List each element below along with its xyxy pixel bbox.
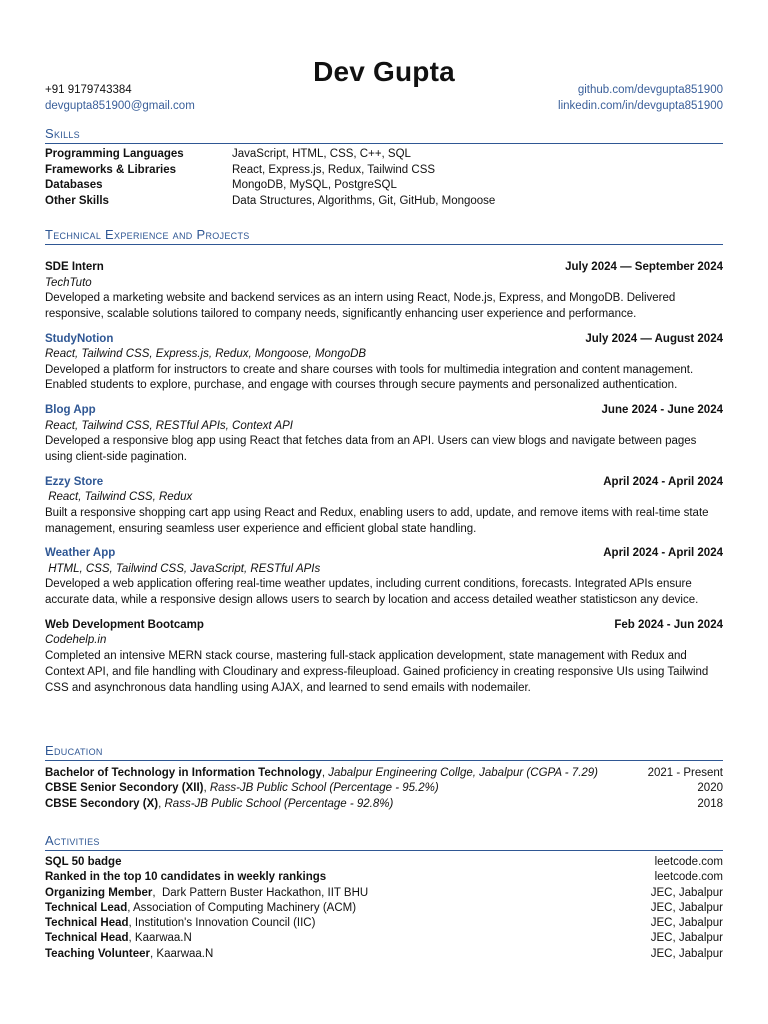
activity-location: JEC, Jabalpur <box>650 932 723 945</box>
activity-row <box>45 947 723 962</box>
project-entry <box>45 332 723 395</box>
activity-row <box>45 870 723 885</box>
skill-row <box>45 178 723 194</box>
entry-description: Developed a marketing website and backend services as an intern using React, Node.js, Express, and MongoDB. Delivered responsive, scalable solutions tailored to company needs, significantly enhancing user experience and performance. <box>45 292 676 320</box>
activity-title: Ranked in the top 10 candidates in weekly rankings <box>45 871 327 884</box>
activity-location: JEC, Jabalpur <box>650 947 723 960</box>
activities-section <box>45 833 723 962</box>
skill-key: Frameworks & Libraries <box>45 163 177 176</box>
entry-title: SDE Intern <box>45 261 104 273</box>
entry-subtitle: HTML, CSS, Tailwind CSS, JavaScript, RESTful APIs <box>45 562 321 575</box>
entry-description: Completed an intensive MERN stack course, mastering full-stack application development, state management with Redux and Context API, and file handling with Cloudinary and express-fileupload. Gained proficiency in creating responsive UIs using Tailwind CSS and asynchronous data handling using AJAX, and learned to send emails with nodemailer. <box>45 649 709 694</box>
activity-row <box>45 886 723 901</box>
skill-value: JavaScript, HTML, CSS, C++, SQL <box>232 148 411 160</box>
degree: CBSE Secondory (X) <box>45 797 159 810</box>
education-row: CBSE Senior Secondory (XII), Rass-JB Public School (Percentage - 95.2%) 2020 <box>45 781 723 796</box>
github-link[interactable]: github.com/devgupta851900 <box>577 84 723 96</box>
experience-section <box>45 227 723 696</box>
linkedin-link[interactable]: linkedin.com/in/devgupta851900 <box>558 99 723 112</box>
activity-row <box>45 901 723 916</box>
entry-date: Feb 2024 - Jun 2024 <box>614 618 723 631</box>
skill-value: Data Structures, Algorithms, Git, GitHub, Mongoose <box>232 194 496 207</box>
activity-row <box>45 916 723 931</box>
skill-row <box>45 147 723 163</box>
project-title-link[interactable]: Ezzy Store <box>45 475 104 488</box>
candidate-name: Dev Gupta <box>313 56 455 87</box>
activity-title: Technical Lead <box>45 901 128 914</box>
institution: Rass-JB Public School (Percentage - 92.8%) <box>164 797 394 810</box>
activity-location: leetcode.com <box>654 871 723 884</box>
entry-date: July 2024 — September 2024 <box>565 261 723 273</box>
experience-entry <box>45 260 723 323</box>
entry-date: April 2024 - April 2024 <box>603 547 723 560</box>
activity-row <box>45 931 723 946</box>
education-year: 2020 <box>697 782 723 795</box>
project-entry <box>45 546 723 609</box>
phone-number: +91 9179743384 <box>45 84 132 96</box>
skill-key: Programming Languages <box>45 148 184 160</box>
activity-detail: , Kaarwaa.N <box>150 947 214 960</box>
entry-description: Developed a responsive blog app using React that fetches data from an API. Users can view blogs and navigate between pages using client-side pagination. <box>45 435 697 463</box>
activity-title: Teaching Volunteer <box>45 947 151 960</box>
activity-detail: , Dark Pattern Buster Hackathon, IIT BHU <box>152 886 369 899</box>
education-row: CBSE Secondory (X), Rass-JB Public School (Percentage - 92.8%) 2018 <box>45 797 723 812</box>
entry-title: Web Development Bootcamp <box>45 618 204 631</box>
activity-location: JEC, Jabalpur <box>650 901 723 914</box>
entry-date: June 2024 - June 2024 <box>601 404 723 417</box>
skills-section <box>45 126 723 209</box>
entry-description: Developed a platform for instructors to create and share courses with tools for multimedia integration and content management. Enabled students to explore, purchase, and engage with courses through secure payments and personalized authentication. <box>45 363 694 392</box>
skill-key: Databases <box>45 179 103 191</box>
skill-row <box>45 194 723 210</box>
education-section <box>45 743 723 812</box>
activity-title: Technical Head <box>45 917 129 930</box>
degree: CBSE Senior Secondory (XII) <box>45 782 204 795</box>
skill-key: Other Skills <box>45 194 109 207</box>
education-year: 2021 - Present <box>647 767 723 779</box>
degree: Bachelor of Technology in Information Technology <box>45 767 322 779</box>
activity-detail: , Association of Computing Machinery (ACM) <box>127 901 357 914</box>
entry-subtitle: TechTuto <box>45 276 92 289</box>
activity-title: SQL 50 badge <box>45 856 122 868</box>
skill-value: MongoDB, MySQL, PostgreSQL <box>232 179 397 191</box>
project-title-link[interactable]: StudyNotion <box>45 332 114 345</box>
entry-date: July 2024 — August 2024 <box>585 332 723 345</box>
entry-description: Built a responsive shopping cart app using React and Redux, enabling users to add, update, and remove items with real-time state management, ensuring seamless user experience and efficient global state handling. <box>45 506 709 535</box>
activity-location: JEC, Jabalpur <box>650 917 723 930</box>
entry-description: Developed a web application offering real-time weather updates, including current conditions, forecasts. Integrated APIs ensure accurate data, while a responsive design allows users to search by location and access detailed weather statisticson any device. <box>45 578 699 607</box>
activity-location: JEC, Jabalpur <box>650 886 723 899</box>
entry-subtitle: React, Tailwind CSS, RESTful APIs, Context API <box>45 419 293 432</box>
activity-row <box>45 855 723 870</box>
activity-detail: , Kaarwaa.N <box>128 932 192 945</box>
project-title-link[interactable]: Weather App <box>45 547 116 560</box>
skill-row <box>45 163 723 179</box>
activity-location: leetcode.com <box>654 856 723 868</box>
education-year: 2018 <box>697 797 723 810</box>
project-entry <box>45 403 723 466</box>
entry-date: April 2024 - April 2024 <box>603 475 723 488</box>
entry-subtitle: Codehelp.in <box>45 634 107 647</box>
institution: Rass-JB Public School (Percentage - 95.2%) <box>209 782 439 795</box>
experience-entry <box>45 618 723 696</box>
activity-title: Organizing Member <box>45 886 153 899</box>
project-entry <box>45 475 723 538</box>
experience-heading: Technical Experience and Projects <box>45 227 723 245</box>
entry-subtitle: React, Tailwind CSS, Express.js, Redux, Mongoose, MongoDB <box>45 348 367 361</box>
education-heading: Education <box>45 743 723 761</box>
activity-detail: , Institution's Innovation Council (IIC) <box>128 917 316 930</box>
project-title-link[interactable]: Blog App <box>45 404 96 417</box>
skills-heading: Skills <box>45 126 723 144</box>
contact-left <box>45 83 195 114</box>
email-link[interactable]: devgupta851900@gmail.com <box>45 99 195 112</box>
contact-right <box>558 83 723 114</box>
activity-title: Technical Head <box>45 932 129 945</box>
education-row: Bachelor of Technology in Information Technology, Jabalpur Engineering Collge, Jabalpur (CGPA - 7.29) 2021 - Present <box>45 766 723 781</box>
institution: Jabalpur Engineering Collge, Jabalpur (CGPA - 7.29) <box>328 767 599 779</box>
skill-value: React, Express.js, Redux, Tailwind CSS <box>232 163 436 176</box>
activities-heading: Activities <box>45 833 723 851</box>
entry-subtitle: React, Tailwind CSS, Redux <box>45 491 193 504</box>
